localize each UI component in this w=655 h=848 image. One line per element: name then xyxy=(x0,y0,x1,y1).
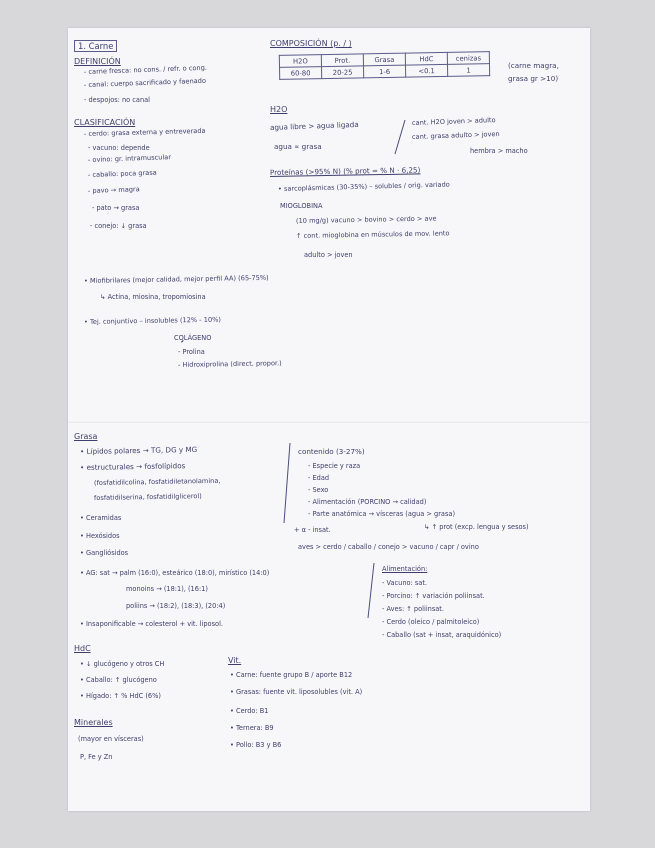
contenido-item: - Especie y raza xyxy=(308,462,361,470)
vitaminas-item: • Cerdo: B1 xyxy=(230,707,269,715)
clasificacion-line: - cerdo: grasa externa y entreverada xyxy=(83,126,206,138)
alimentacion-item: - Caballo (sat + insat, araquidónico) xyxy=(382,631,502,639)
vitaminas-item: • Grasas: fuente vit. liposolubles (vit. A) xyxy=(230,688,363,696)
contenido-item: - Edad xyxy=(308,474,330,482)
grasa-line: fosfatidilserina, fosfatidilglicerol) xyxy=(93,492,202,502)
table-cell: 1 xyxy=(447,64,489,77)
minerales-item: P, Fe y Zn xyxy=(80,753,113,761)
h2o-left-line: agua libre > agua ligada xyxy=(269,119,359,132)
contenido-item: - Alimentación (PORCINO → calidad) xyxy=(308,498,427,506)
clasificacion-line: - vacuno: depende xyxy=(88,144,150,152)
minerales-heading: Minerales xyxy=(74,718,113,727)
composicion-note: (carne magra, xyxy=(508,61,559,70)
contenido-item: - Parte anatómica → vísceras (agua > grasa) xyxy=(308,510,456,518)
h2o-right-line: hembra > macho xyxy=(470,147,528,155)
notes-page-top xyxy=(68,28,590,423)
proteinas-heading: Proteínas (>95% N) (% prot = % N · 6,25) xyxy=(269,165,421,177)
contenido-item: - Sexo xyxy=(308,486,329,494)
minerales-item: (mayor en vísceras) xyxy=(78,735,144,743)
notes-page-bottom xyxy=(68,423,590,811)
clasificacion-line: - pavo → magra xyxy=(87,185,140,195)
alimentacion-heading: Alimentación: xyxy=(382,565,428,573)
grasa-heading: Grasa xyxy=(74,432,98,441)
grasa-line: • Ceramidas xyxy=(80,514,122,522)
contenido-note: ↳ ↑ prot (excp. lengua y sesos) xyxy=(424,523,529,531)
vitaminas-heading: Vit. xyxy=(228,656,242,665)
miofibrilares-sub: ↳ Actina, miosina, tropomiosina xyxy=(100,293,206,301)
ag-line: poliins → (18:2), (18:3), (20:4) xyxy=(126,602,226,610)
grasa-line: (fosfatidilcolina, fosfatidiletanolamina, xyxy=(93,476,221,487)
grasa-line: • estructurales → fosfolípidos xyxy=(79,461,186,472)
definicion-line: - canal: cuerpo sacrificado y faenado xyxy=(83,76,207,89)
clasificacion-heading: CLASIFICACIÓN xyxy=(74,118,136,127)
clasificacion-line: - pato → grasa xyxy=(92,204,140,212)
sarcoplasmicas-line: • sarcoplásmicas (30-35%) – solubles / orig. variado xyxy=(277,180,450,193)
clasificacion-line: - ovino: gr. intramuscular xyxy=(87,153,172,164)
colageno-heading: COLÁGENO xyxy=(174,334,212,342)
aves-comparison-line: aves > cerdo / caballo / conejo > vacuno / capr / ovino xyxy=(298,543,479,551)
table-header: cenizas xyxy=(447,52,489,65)
colageno-item: - Prolina xyxy=(178,348,205,356)
vitaminas-item: • Ternera: B9 xyxy=(230,724,274,732)
alimentacion-item: - Aves: ↑ poliinsat. xyxy=(382,605,444,613)
h2o-right-line: cant. grasa adulto > joven xyxy=(411,129,500,141)
composicion-note: grasa gr >10) xyxy=(508,74,559,83)
ag-line: monoins → (18:1), (16:1) xyxy=(126,585,208,593)
miofibrilares-line: • Miofibrilares (mejor calidad, mejor perfil AA) (65-75%) xyxy=(83,273,269,285)
table-cell: <0.1 xyxy=(405,64,447,77)
mioglobina-line: (10 mg/g) vacuno > bovino > cerdo > ave xyxy=(295,214,437,225)
mioglobina-line: adulto > joven xyxy=(304,251,353,259)
table-cell: 60-80 xyxy=(280,67,322,80)
insat-line: + α - insat. xyxy=(294,526,331,534)
definicion-line: - carne fresca: no cons. / refr. o cong. xyxy=(83,63,208,76)
mioglobina-heading: MIOGLOBINA xyxy=(280,202,323,210)
colageno-item: - Hidroxiprolina (direct. propor.) xyxy=(177,359,282,369)
table-cell: 20-25 xyxy=(322,66,364,79)
hdc-item: • Caballo: ↑ glucógeno xyxy=(80,676,157,684)
h2o-heading: H2O xyxy=(270,105,288,114)
grasa-line: • Lípidos polares → TG, DG y MG xyxy=(79,444,198,456)
grasa-line: • Gangliósidos xyxy=(80,549,129,557)
composicion-table xyxy=(279,51,490,80)
ag-line: • AG: sat → palm (16:0), esteárico (18:0), mirístico (14:0) xyxy=(80,569,270,577)
h2o-left-line: agua ∝ grasa xyxy=(274,142,322,151)
vitaminas-item: • Carne: fuente grupo B / aporte B12 xyxy=(230,671,353,679)
alimentacion-item: - Vacuno: sat. xyxy=(382,579,428,587)
h2o-right-line: cant. H2O joven > adulto xyxy=(411,116,496,127)
table-header: Prot. xyxy=(321,54,363,67)
table-cell: 1-6 xyxy=(364,65,406,78)
insaponificable-line: • Insaponificable → colesterol + vit. liposol. xyxy=(80,620,223,628)
composicion-heading: COMPOSICIÓN (p. / ) xyxy=(270,39,352,48)
mioglobina-line: ↑ cont. mioglobina en músculos de mov. lento xyxy=(295,229,450,240)
hdc-item: • Hígado: ↑ % HdC (6%) xyxy=(80,692,161,700)
grasa-line: • Hexósidos xyxy=(80,532,120,540)
clasificacion-line: - caballo: poca grasa xyxy=(87,168,157,179)
table-header: H2O xyxy=(279,55,321,68)
hdc-item: • ↓ glucógeno y otros CH xyxy=(80,660,165,668)
definicion-line: - despojos: no canal xyxy=(84,96,151,104)
vitaminas-item: • Pollo: B3 y B6 xyxy=(230,741,282,749)
alimentacion-item: - Cerdo (oleico / palmitoleico) xyxy=(382,618,480,626)
section-title-carne: 1. Carne xyxy=(74,40,117,52)
alimentacion-item: - Porcino: ↑ variación poliinsat. xyxy=(382,592,485,600)
table-header: HdC xyxy=(405,52,447,65)
definicion-heading: DEFINICIÓN xyxy=(74,57,121,66)
table-header: Grasa xyxy=(363,53,405,66)
clasificacion-line: - conejo: ↓ grasa xyxy=(90,222,147,230)
hdc-heading: HdC xyxy=(74,644,91,653)
tejido-conjuntivo-line: • Tej. conjuntivo – insolubles (12% - 10%) xyxy=(83,315,222,326)
contenido-heading: contenido (3-27%) xyxy=(298,447,365,456)
